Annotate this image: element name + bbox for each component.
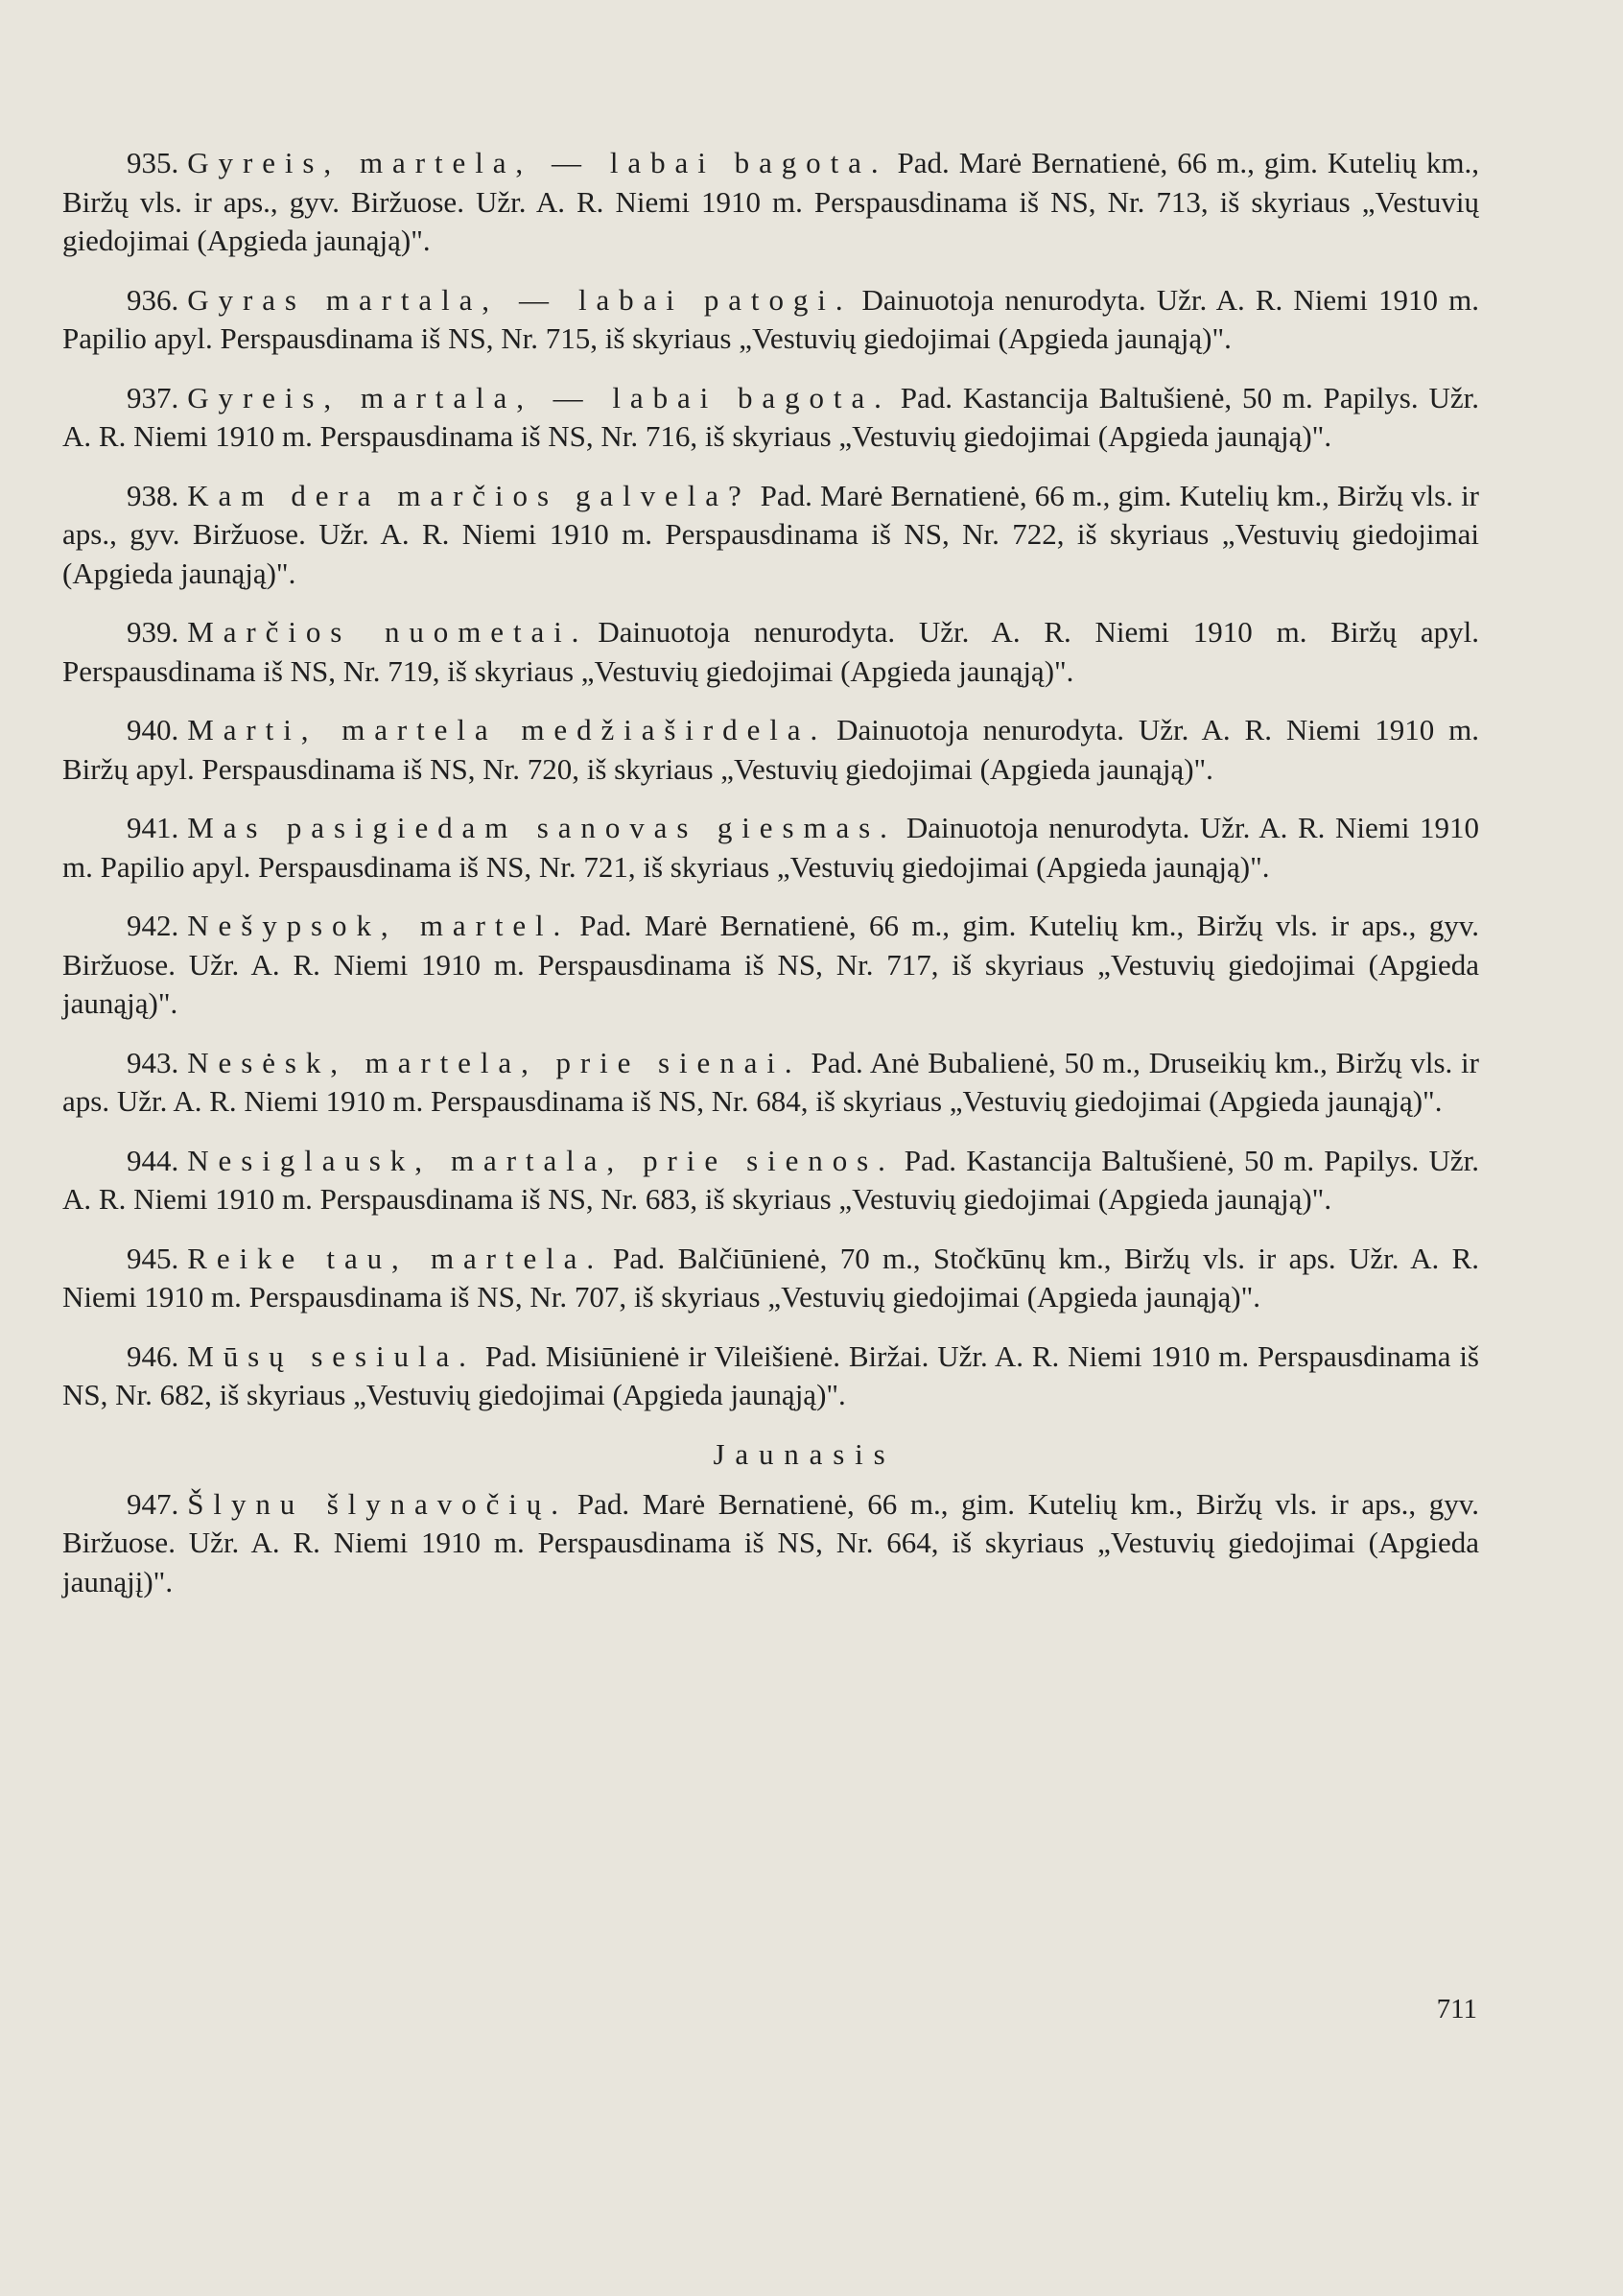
section-heading: Jaunasis bbox=[713, 1436, 896, 1471]
entry-title: Šlynu šlynavočių. bbox=[187, 1486, 568, 1521]
entries-list bbox=[62, 144, 1479, 1415]
entry-title: Gyreis, martala, — labai bagota. bbox=[187, 380, 891, 414]
song-entry bbox=[62, 613, 1479, 691]
entry-title: Marčios nuometai. bbox=[187, 615, 589, 649]
entry-number: 938. bbox=[127, 478, 179, 512]
entry-text: Pad. Marė Bernatienė, 66 m., gim. Kutelių km., Biržų vls. ir aps., gyv. Biržuose. Užr. A. R. Niemi 1910 m. Perspausdinama iš NS, Nr. 717, iš skyriaus „Vestuvių giedojimai (Apgieda jaunąją)". bbox=[62, 909, 1479, 1020]
entry-text: Pad. Marė Bernatienė, 66 m., gim. Kutelių km., Biržų vls. ir aps., gyv. Biržuose. Užr. A. R. Niemi 1910 m. Perspausdinama iš NS, Nr. 664, iš skyriaus „Vestuvių giedojimai (Apgieda jaunąjį)". bbox=[62, 1486, 1479, 1598]
entry-text: Dainuotoja nenurodyta. Užr. A. R. Niemi 1910 m. Biržų apyl. Perspausdinama iš NS, Nr. 720, iš skyriaus „Vestuvių giedojimai (Apgieda jaunąją)". bbox=[62, 713, 1479, 786]
entry-number: 945. bbox=[127, 1241, 179, 1275]
entry-number: 935. bbox=[127, 146, 179, 179]
entry-text: Pad. Marė Bernatienė, 66 m., gim. Kutelių km., Biržų vls. ir aps., gyv. Biržuose. Užr. A. R. Niemi 1910 m. Perspausdinama iš NS, Nr. 713, iš skyriaus „Vestuvių giedojimai (Apgieda jaunąją)". bbox=[62, 146, 1480, 257]
song-entry bbox=[62, 1337, 1479, 1415]
song-entry bbox=[62, 907, 1479, 1024]
song-entry bbox=[62, 1240, 1479, 1317]
entry-title: Mūsų sesiula. bbox=[187, 1338, 476, 1373]
entry-number: 946. bbox=[127, 1338, 179, 1373]
entry-number: 937. bbox=[127, 380, 179, 414]
song-entry bbox=[62, 1485, 1479, 1602]
entry-text: Pad. Anė Bubalienė, 50 m., Druseikių km., Biržų vls. ir aps. Užr. A. R. Niemi 1910 m. Perspausdinama iš NS, Nr. 684, iš skyriaus „Vestuvių giedojimai (Apgieda jaunąją)". bbox=[62, 1045, 1479, 1118]
entry-title: Reike tau, martela. bbox=[187, 1241, 604, 1275]
entry-title: Nesėsk, martela, prie sienai. bbox=[187, 1045, 802, 1079]
entry-text: Pad. Kastancija Baltušienė, 50 m. Papilys. Užr. A. R. Niemi 1910 m. Perspausdinama iš NS, Nr. 716, iš skyriaus „Vestuvių giedojimai (Apgieda jaunąją)". bbox=[62, 380, 1479, 453]
page-number: 711 bbox=[1436, 1994, 1477, 2024]
song-entry bbox=[62, 477, 1479, 594]
song-entry bbox=[62, 711, 1479, 789]
entry-title: Nesiglausk, martala, prie sienos. bbox=[187, 1143, 895, 1177]
entry-number: 943. bbox=[127, 1045, 179, 1079]
entry-text: Pad. Kastancija Baltušienė, 50 m. Papilys. Užr. A. R. Niemi 1910 m. Perspausdinama iš NS, Nr. 683, iš skyriaus „Vestuvių giedojimai (Apgieda jaunąją)". bbox=[62, 1143, 1479, 1216]
entry-title: Nešypsok, martel. bbox=[187, 909, 571, 942]
song-entry bbox=[62, 1142, 1479, 1219]
entry-text: Dainuotoja nenurodyta. Užr. A. R. Niemi 1910 m. Papilio apyl. Perspausdinama iš NS, Nr. 721, iš skyriaus „Vestuvių giedojimai (Apgieda jaunąją)". bbox=[62, 811, 1480, 884]
entry-title: Kam dera marčios galvela? bbox=[187, 478, 751, 512]
entry-number: 939. bbox=[127, 615, 179, 649]
entry-number: 940. bbox=[127, 713, 179, 746]
entry-text: Dainuotoja nenurodyta. Užr. A. R. Niemi 1910 m. Papilio apyl. Perspausdinama iš NS, Nr. 715, iš skyriaus „Vestuvių giedojimai (Apgieda jaunąją)". bbox=[62, 282, 1479, 355]
song-entry bbox=[62, 809, 1479, 887]
entry-number: 942. bbox=[127, 909, 179, 942]
entry-number: 936. bbox=[127, 282, 179, 317]
entry-text: Pad. Balčiūnienė, 70 m., Stočkūnų km., Biržų vls. ir aps. Užr. A. R. Niemi 1910 m. Perspausdinama iš NS, Nr. 707, iš skyriaus „Vestuvių giedojimai (Apgieda jaunąją)". bbox=[62, 1241, 1480, 1314]
song-entry bbox=[62, 281, 1479, 359]
entry-text: Pad. Misiūnienė ir Vileišienė. Biržai. Užr. A. R. Niemi 1910 m. Perspausdinama iš NS, Nr. 682, iš skyriaus „Vestuvių giedojimai (Apgieda jaunąją)". bbox=[62, 1338, 1479, 1411]
entry-title: Gyras martala, — labai patogi. bbox=[187, 282, 853, 317]
entry-number: 944. bbox=[127, 1143, 179, 1177]
entry-number: 947. bbox=[127, 1486, 179, 1521]
entry-title: Marti, martela medžiaširdela. bbox=[187, 713, 828, 746]
entry-text: Pad. Marė Bernatienė, 66 m., gim. Kutelių km., Biržų vls. ir aps., gyv. Biržuose. Užr. A. R. Niemi 1910 m. Perspausdinama iš NS, Nr. 722, iš skyriaus „Vestuvių giedojimai (Apgieda jaunąją)". bbox=[62, 478, 1480, 590]
song-entry bbox=[62, 379, 1479, 457]
song-entry bbox=[62, 1044, 1479, 1122]
entry-number: 941. bbox=[127, 811, 179, 844]
entry-text: Dainuotoja nenurodyta. Užr. A. R. Niemi 1910 m. Biržų apyl. Perspausdinama iš NS, Nr. 719, iš skyriaus „Vestuvių giedojimai (Apgieda jaunąją)". bbox=[62, 615, 1479, 688]
entry-title: Gyreis, martela, — labai bagota. bbox=[187, 146, 888, 179]
song-entry bbox=[62, 144, 1479, 261]
entry-title: Mas pasigiedam sanovas giesmas. bbox=[187, 811, 897, 844]
entries-list-2 bbox=[62, 1485, 1479, 1602]
